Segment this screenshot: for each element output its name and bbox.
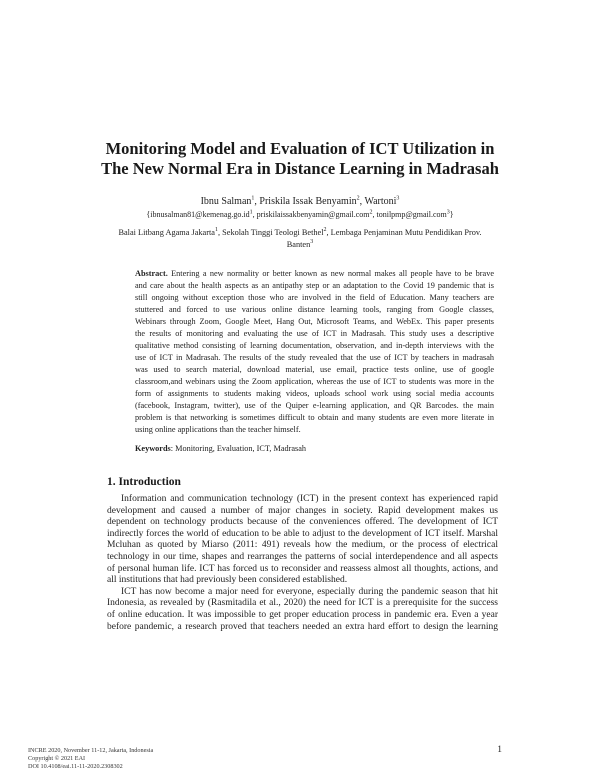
affiliation-line-1 [104,227,496,239]
abstract-line: stuttered and forced to use various online distance learning tools, ranging from Google classes, [135,305,494,314]
footer-doi: DOI 10.4108/eai.11-11-2020.2308302 [28,763,123,771]
abstract-line: (facebook, Instagram, twitter), use of the Quiper e-learning application, and QR Barcodes. the main [135,401,494,410]
title-line-2: The New Normal Era in Distance Learning in Madrasah [101,159,499,178]
author-separator: , [359,196,365,207]
paper-title [60,139,540,179]
keywords [135,443,494,455]
keywords-text: : Monitoring, Evaluation, ICT, Madrasah [170,444,307,453]
paragraph-line: all institutions that had previously been considered established. [107,575,348,586]
abstract-line: problem is that networking is sometimes difficult to obtain and many students are even more literate in [135,413,494,422]
author-superscript: 1 [251,195,255,202]
section-heading: 1. Introduction [107,476,181,488]
abstract-line: the results of monitoring and evaluating the use of ICT in Madrasah. This study uses a descriptive [135,329,494,338]
abstract [135,268,494,436]
author-superscript: 2 [356,195,360,202]
affiliation-text: Banten [286,240,311,249]
paragraph-line: Information and communication technology (ICT) in the present context has experienced rapid [121,494,498,504]
abstract-line: classroom,and webinars using the Zoom application, whereas the use of ICT to students was more in the [135,377,494,386]
author-superscript: 3 [396,195,400,202]
abstract-line: was used to search material, download material, use email, practice tests online, use of google [135,365,494,374]
abstract-line: form of assignments to students making videos, uploads school work using social media accounts [135,389,494,398]
affiliation-superscript: 1 [215,227,218,234]
author-separator: , [254,196,260,207]
paragraph-line: dependent on technology products because of the conveniences offered. The development of ICT [107,517,498,528]
page-footer [28,747,153,772]
abstract-line [135,268,494,280]
paragraph-line: of personal human life. ICT has forced us to reconsider and reassess almost all thoughts, actions, and [107,563,498,574]
email-superscript: 1 [249,209,253,216]
paragraph-line: Mcluhan as quoted by Miarso (2011: 491) reveals how the medium, or the process of electrical [107,540,498,551]
author-list [60,195,540,208]
paragraph-line: development and caused a number of major changes in society. Rapid development makes us [107,505,498,516]
affiliation-text: , Sekolah Tinggi Teologi Bethel [218,228,324,237]
affiliation-line-2 [104,239,496,251]
footer-conference: INCRE 2020, November 11-12, Jakarta, Indonesia [28,747,154,754]
abstract-line: still ongoing without exception those who are involved in the field of Education. Many teachers are [135,293,494,302]
author-name: Ibnu Salman [200,196,252,207]
email-text: , priskilaissakbenyamin@gmail.com [252,210,370,219]
paragraph-line: of online education. It was impossible to get proper education process in pandemic era. Even a year [107,609,498,620]
keywords-label: Keywords [135,444,171,453]
paragraph-line: Indonesia, as revealed by (Rasmitadila et al., 2020) the need for ICT is a prerequisite for the success [107,598,498,609]
affiliation-superscript: 2 [323,227,327,234]
footer-copyright: Copyright © 2021 EAI [28,755,86,763]
author-emails [60,209,540,220]
abstract-line: use of ICT in Madrasah. The results of the study revealed that the use of ICT by teachers in madrasah [135,353,494,362]
paragraph-line: indirectly forces the world of education to be able to adjust to the development of ICT itself. Marshal [107,528,498,539]
email-superscript: 3 [446,209,450,216]
email-text: } [449,210,454,219]
abstract-line: Webinars through Zoom, Google Meet, Hang Out, Microsoft Teams, and WebEx. This paper presents [135,317,494,326]
paragraph-line: before pandemic, a research proved that teachers needed an extra hard effort to design the learning [107,621,498,632]
page-number: 1 [497,745,502,755]
affiliation-text: Balai Litbang Agama Jakarta [118,228,215,237]
abstract-line: qualitative method consisting of learning documentation, observation, and in-depth interviews with the [135,341,494,350]
abstract-line: using online applications than the teacher himself. [135,425,301,434]
abstract-line-text: Entering a new normality or better known as new normal makes all people have to be brave [167,269,494,278]
author-name: Wartoni [364,196,397,207]
affiliations [104,227,496,251]
email-superscript: 2 [369,209,373,216]
abstract-label: Abstract. [135,269,168,278]
author-name: Priskila Issak Benyamin [259,196,357,207]
paragraph-line: technology in our time, shapes and rearranges the patterns of social interdependence and all aspects [107,551,498,562]
affiliation-text: , Lembaga Penjaminan Mutu Pendidikan Prov. [326,228,482,237]
introduction-body [107,494,498,633]
abstract-line: and care about the health aspects as an antipathy step or an adaptation to the Covid 19 pandemic that is [135,281,494,290]
affiliation-superscript: 3 [310,239,314,246]
email-text: {ibnusalman81@kemenag.go.id [146,210,250,219]
paragraph-line: ICT has now become a major need for everyone, especially during the pandemic season that hit [121,586,498,597]
email-text: , tonilpmp@gmail.com [372,210,447,219]
title-line-1: Monitoring Model and Evaluation of ICT Utilization in [105,139,495,158]
